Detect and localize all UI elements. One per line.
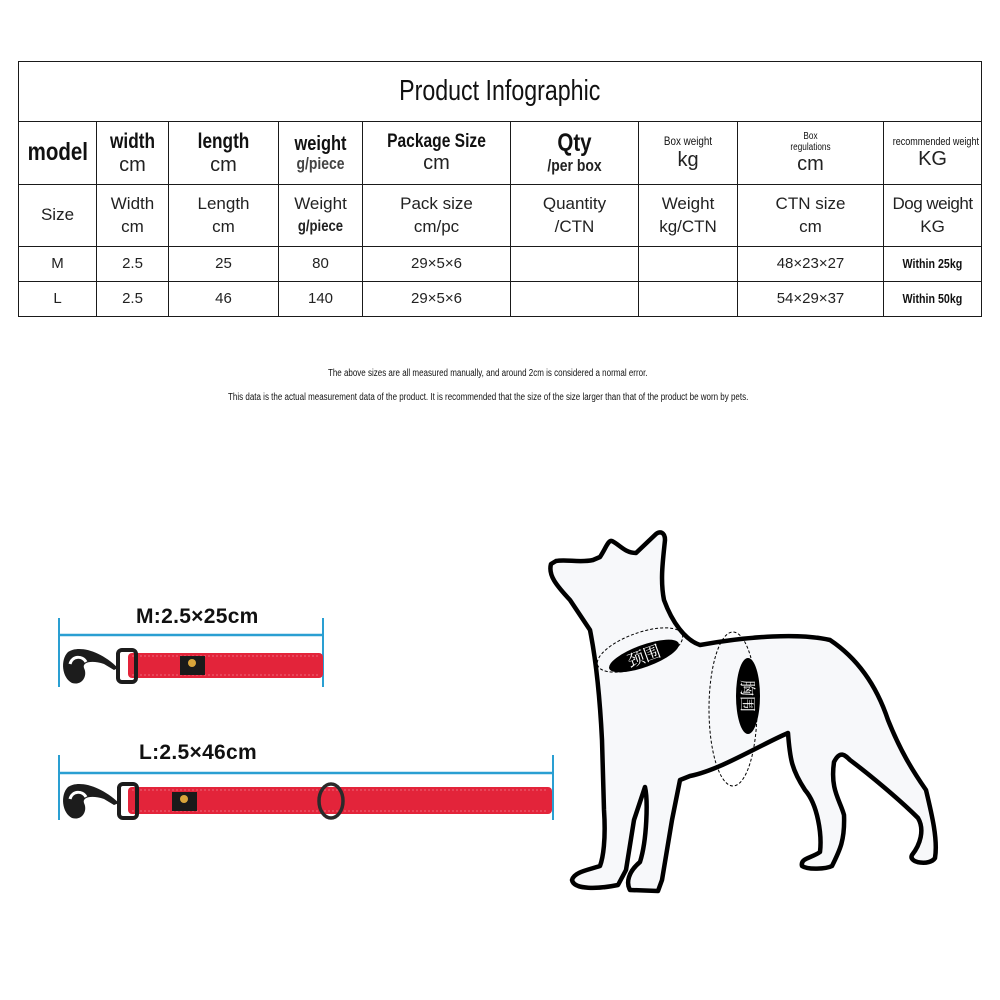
header-box-weight: Box weight kg [639, 122, 738, 185]
sub-ctn-size: CTN size cm [738, 185, 884, 247]
table-row: L 2.5 46 140 29×5×6 54×29×37 Within 50kg [19, 282, 982, 317]
header-length: length cm [169, 122, 279, 185]
snap-hook-icon [63, 784, 119, 819]
chest-girth-label: 胸围 [738, 679, 755, 713]
measurement-note: The above sizes are all measured manually, and around 2cm is considered a normal error. [328, 368, 648, 379]
header-weight: weight g/piece [279, 122, 363, 185]
header-qty: Qty /per box [511, 122, 639, 185]
leash-m [63, 649, 323, 684]
sub-weight: Weight g/piece [279, 185, 363, 247]
sub-pack-size: Pack size cm/pc [363, 185, 511, 247]
page-title: Product Infographic [399, 74, 601, 107]
header-width: width cm [97, 122, 169, 185]
recommendation-note: This data is the actual measurement data of the product. It is recommended that the size of the size larger than that of the product be worn by pets. [227, 392, 749, 403]
sub-length: Length cm [169, 185, 279, 247]
sub-width: Width cm [97, 185, 169, 247]
sub-box-weight: Weight kg/CTN [639, 185, 738, 247]
leash-l-dimension-label: L:2.5×46cm [139, 741, 257, 764]
sub-dog-weight: Dog weight KG [884, 185, 982, 247]
header-box-regulations: Box regulations cm [738, 122, 884, 185]
neck-girth-label: 颈围 [624, 641, 664, 672]
header-package-size: Package Size cm [363, 122, 511, 185]
sub-quantity: Quantity /CTN [511, 185, 639, 247]
snap-hook-icon [63, 649, 118, 684]
leash-m-dimension-label: M:2.5×25cm [136, 605, 259, 628]
header-model: model [19, 122, 97, 185]
leash-l [63, 784, 552, 819]
dog-diagram [550, 532, 935, 891]
sub-size: Size [19, 185, 97, 247]
table-row: M 2.5 25 80 29×5×6 48×23×27 Within 25kg [19, 247, 982, 282]
header-recommended-weight: recommended weight KG [884, 122, 982, 185]
